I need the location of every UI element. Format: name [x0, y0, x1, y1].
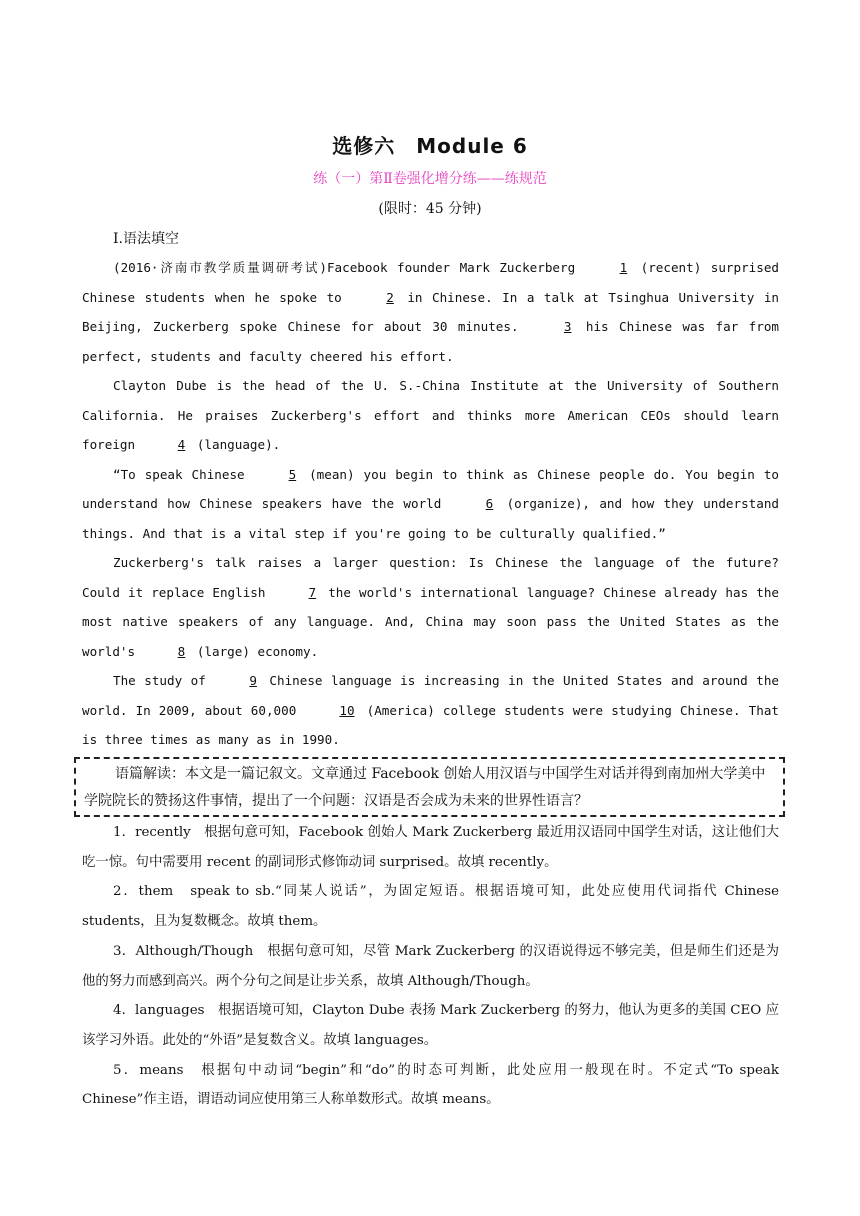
passage — [82, 253, 779, 755]
answer-item-3: 3．Although/Though 根据句意可知，尽管 Mark Zuckerberg 的汉语说得远不够完美，但是师生们还是为他的努力而感到高兴。两个分句之间是让步关系，故填 Although/Though。 — [82, 943, 779, 989]
answer-explanations — [82, 818, 779, 1115]
passage-text: (organize), and how they understand things. And that is a vital step if you're going to be culturally qualified.” — [82, 496, 779, 541]
passage-text: (2016·济南市教学质量调研考试)Facebook founder Mark Zuckerberg — [113, 260, 585, 275]
passage-text: “To speak Chinese — [113, 466, 254, 482]
passage-paragraph-2 — [82, 371, 779, 460]
blank-10: 10 — [339, 702, 355, 718]
passage-paragraph-1 — [82, 253, 779, 371]
passage-text: Chinese language is increasing in the United States and around the world. In 2009, about 60,000 — [82, 673, 780, 718]
passage-text: the world's international language? Chinese already has the most native speakers of any language. And, China may soon pass the United States as the world's — [82, 584, 779, 659]
blank-3: 3 — [563, 319, 572, 334]
passage-text: (language). — [189, 437, 281, 452]
passage-text: The study of — [113, 673, 215, 688]
blank-6: 6 — [485, 496, 494, 511]
passage-paragraph-4 — [82, 548, 779, 666]
passage-analysis-box — [74, 757, 785, 817]
page-title: 选修六 Module 6 — [332, 134, 528, 158]
answer-item-4: 4．languages 根据语境可知，Clayton Dube 表扬 Mark Zuckerberg 的努力，他认为更多的美国 CEO 应该学习外语。此处的“外语”是复数含义。故填 languages。 — [82, 1003, 779, 1048]
time-limit: (限时：45 分钟) — [378, 201, 482, 217]
blank-7: 7 — [308, 584, 317, 600]
passage-text: (recent) surprised Chinese students when he spoke to — [82, 260, 779, 305]
blank-1: 1 — [619, 260, 628, 275]
passage-text: (America) college students were studying Chinese. That is three times as many as in 1990. — [82, 702, 779, 747]
answer-item-1: 1．recently 根据句意可知，Facebook 创始人 Mark Zuckerberg 最近用汉语同中国学生对话，这让他们大吃一惊。句中需要用 recent 的副词形式修饰动词 surprised。故填 recently。 — [82, 825, 779, 870]
blank-4: 4 — [177, 437, 186, 452]
answer-item-5: 5．means 根据句中动词“begin”和“do”的时态可判断，此处应用一般现在时。不定式“To speak Chinese”作主语，谓语动词应使用第三人称单数形式。故填 means。 — [82, 1062, 779, 1108]
passage-text: in Chinese. In a talk at Tsinghua University in Beijing, Zuckerberg spoke Chinese for about 30 minutes. — [82, 289, 779, 334]
passage-text: Clayton Dube is the head of the U. S.-China Institute at the University of Southern California. He praises Zuckerberg's effort and thinks more American CEOs should learn foreign — [82, 378, 779, 452]
section-heading: Ⅰ.语法填空 — [113, 231, 179, 247]
passage-text: his Chinese was far from perfect, students and faculty cheered his effort. — [82, 319, 779, 364]
blank-9: 9 — [249, 673, 257, 688]
passage-text: (large) economy. — [189, 643, 319, 659]
passage-paragraph-3 — [82, 460, 779, 549]
blank-2: 2 — [386, 289, 394, 305]
passage-paragraph-5 — [82, 666, 779, 755]
passage-text: Zuckerberg's talk raises a larger question: Is Chinese the language of the future? Could it replace English — [82, 555, 779, 600]
page-subtitle: 练（一）第Ⅱ卷强化增分练——练规范 — [313, 171, 547, 187]
passage-text: (mean) you begin to think as Chinese people do. You begin to understand how Chinese speakers have the world — [82, 466, 779, 511]
blank-5: 5 — [288, 466, 297, 482]
answer-item-2: 2．them speak to sb.“同某人说话”，为固定短语。根据语境可知，此处应使用代词指代 Chinese students，且为复数概念。故填 them。 — [82, 884, 779, 930]
blank-8: 8 — [177, 643, 186, 659]
passage-analysis-text: 语篇解读：本文是一篇记叙文。文章通过 Facebook 创始人用汉语与中国学生对话并得到南加州大学美中学院院长的赞扬这件事情，提出了一个问题：汉语是否会成为未来的世界性语言？ — [84, 766, 766, 809]
